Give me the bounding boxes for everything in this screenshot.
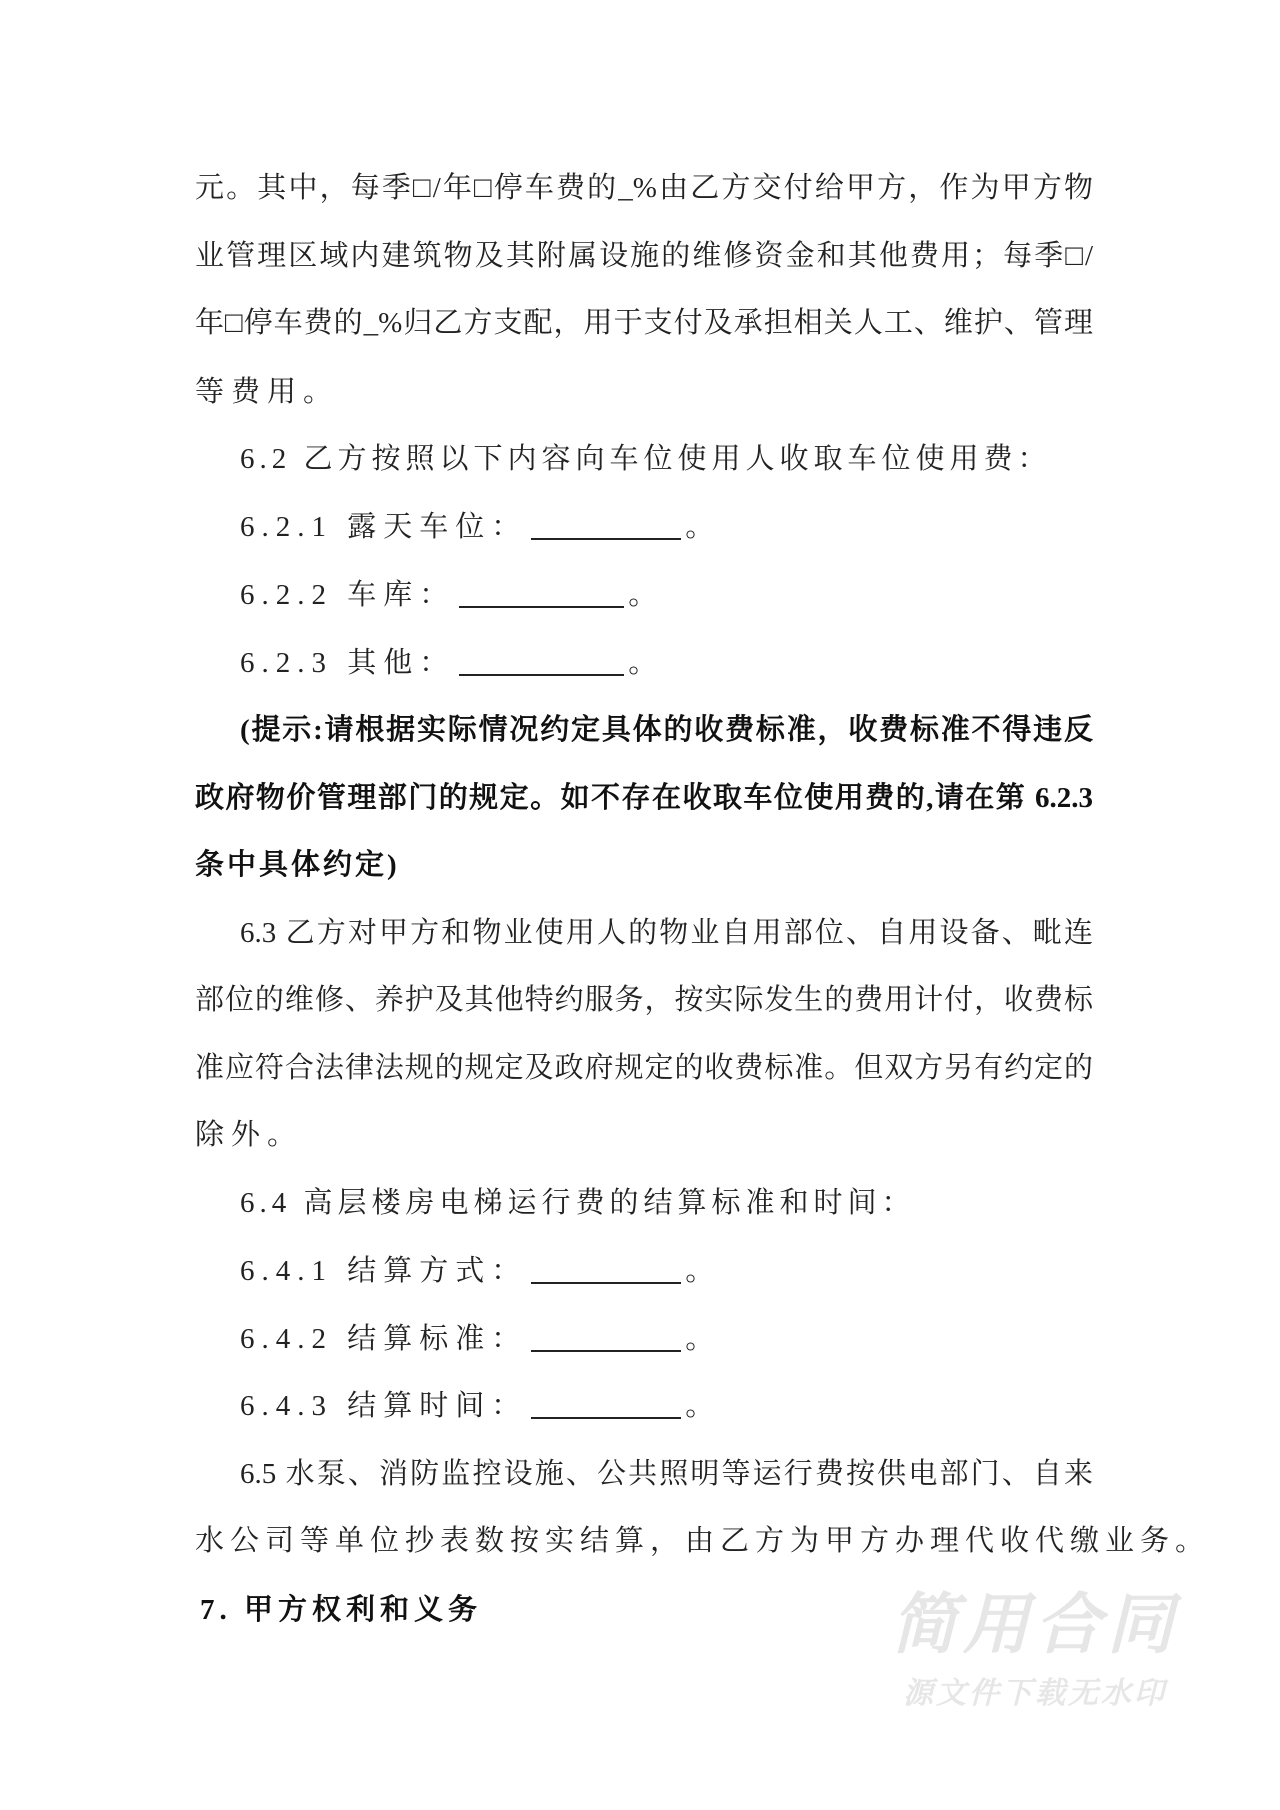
paragraph-line: 年□停车费的_%归乙方支配，用于支付及承担相关人工、维护、管理: [195, 307, 1093, 339]
paragraph-line: 元。其中，每季□/年□停车费的_%由乙方交付给甲方，作为甲方物: [195, 172, 1093, 204]
blank-other[interactable]: [459, 644, 624, 676]
note-line: 政府物价管理部门的规定。如不存在收取车位使用费的,请在第 6.2.3: [195, 782, 1093, 814]
blank-garage[interactable]: [459, 576, 624, 608]
field-6-2-1: [240, 507, 1093, 547]
field-6-2-2: [240, 575, 1093, 615]
clause-6-5-line: 6.5 水泵、消防监控设施、公共照明等运行费按供电部门、自来: [240, 1458, 1093, 1490]
period: 。: [628, 647, 665, 679]
paragraph-line: 业管理区域内建筑物及其附属设施的维修资金和其他费用；每季□/: [195, 240, 1093, 272]
clause-6-5-line: 水公司等单位抄表数按实结算，由乙方为甲方办理代收代缴业务。: [195, 1525, 1211, 1557]
watermark-logo: [885, 1586, 1185, 1716]
field-label: 6.2.1 露天车位：: [240, 511, 528, 543]
clause-6-3-line: 准应符合法律法规的规定及政府规定的收费标准。但双方另有约定的: [195, 1052, 1093, 1084]
clause-6-3-line: 部位的维修、养护及其他特约服务，按实际发生的费用计付，收费标: [195, 984, 1093, 1016]
field-label: 6.2.3 其他：: [240, 647, 456, 679]
period: 。: [628, 579, 665, 611]
period: 。: [685, 1255, 722, 1287]
blank-open-air-parking[interactable]: [531, 508, 681, 540]
field-label: 6.2.2 车库：: [240, 579, 456, 611]
field-6-4-3: [240, 1386, 1093, 1426]
clause-6-3-line: 除外。: [195, 1119, 304, 1151]
watermark-title: 简用合同: [891, 1586, 1179, 1663]
section-heading: 7. 甲方权利和义务: [200, 1594, 483, 1626]
clause-6-4: 6.4 高层楼房电梯运行费的结算标准和时间：: [240, 1187, 916, 1219]
field-label: 6.4.3 结算时间：: [240, 1390, 528, 1422]
note-line: 条中具体约定): [195, 849, 400, 881]
field-6-4-1: [240, 1251, 1093, 1291]
blank-settlement-method[interactable]: [531, 1252, 681, 1284]
watermark-subtitle: 源文件下载无水印: [903, 1676, 1167, 1711]
field-label: 6.4.1 结算方式：: [240, 1255, 528, 1287]
field-label: 6.4.2 结算标准：: [240, 1323, 528, 1355]
blank-settlement-standard[interactable]: [531, 1320, 681, 1352]
field-6-2-3: [240, 643, 1093, 683]
note-line: (提示:请根据实际情况约定具体的收费标准，收费标准不得违反: [240, 714, 1093, 746]
clause-6-2: 6.2 乙方按照以下内容向车位使用人收取车位使用费：: [240, 443, 1052, 475]
period: 。: [685, 1390, 722, 1422]
period: 。: [685, 1323, 722, 1355]
field-6-4-2: [240, 1319, 1093, 1359]
period: 。: [685, 511, 722, 543]
clause-6-3-line: 6.3 乙方对甲方和物业使用人的物业自用部位、自用设备、毗连: [240, 917, 1093, 949]
paragraph-line: 等费用。: [195, 376, 340, 408]
blank-settlement-time[interactable]: [531, 1387, 681, 1419]
